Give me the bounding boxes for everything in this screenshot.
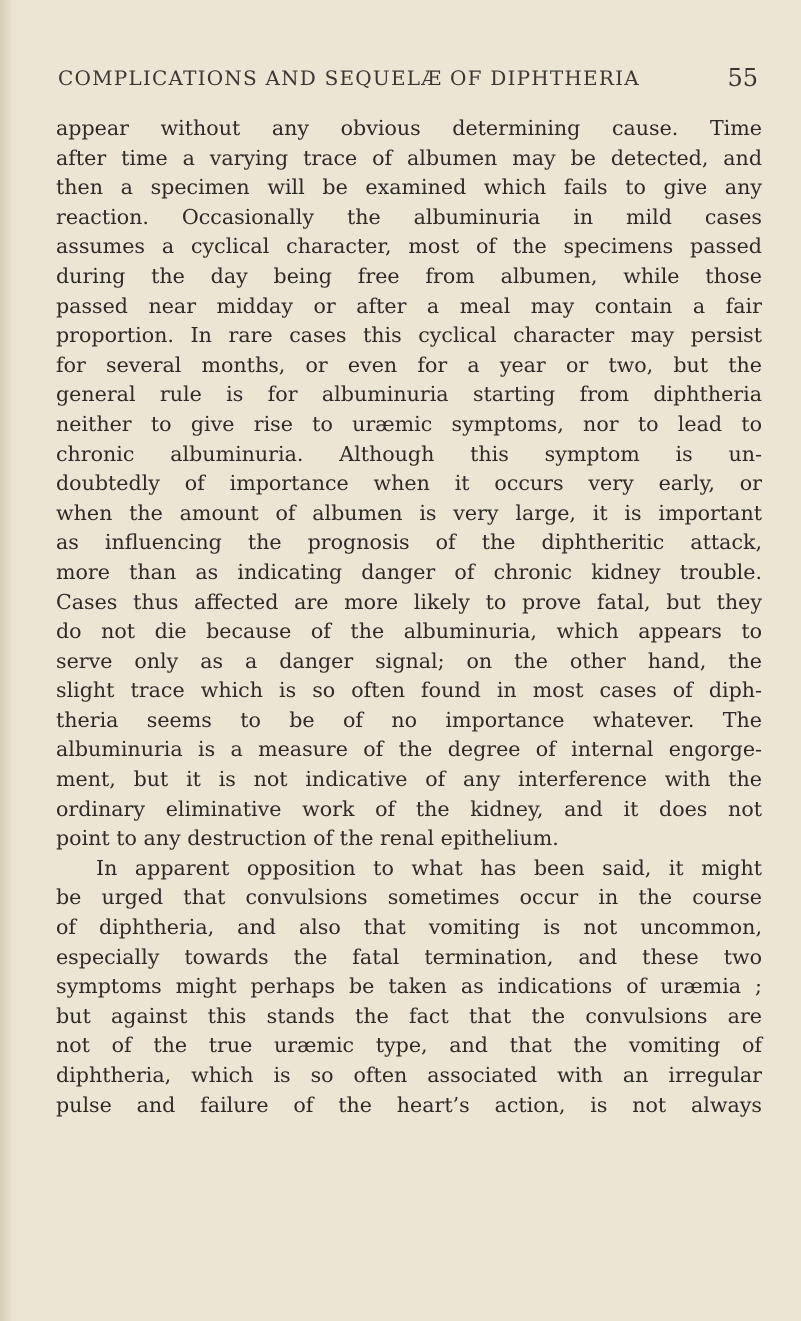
text-line: appear without any obvious determining cause. Time	[56, 116, 762, 140]
text-line: symptoms might perhaps be taken as indications of uræmia ;	[56, 974, 762, 999]
text-line: serve only as a danger signal; on the other hand, the	[56, 648, 762, 673]
text-line: for several months, or even for a year or two, but the	[56, 352, 762, 377]
text-line: doubtedly of importance when it occurs very early, or	[56, 471, 762, 496]
text-line: ordinary eliminative work of the kidney, and it does not	[56, 796, 762, 821]
text-line: In apparent opposition to what has been said, it might	[96, 855, 762, 880]
text-line: proportion. In rare cases this cyclical character may persist	[56, 323, 762, 348]
text-line: when the amount of albumen is very large, it is important	[56, 500, 762, 525]
text-line: point to any destruction of the renal epithelium.	[56, 826, 559, 851]
text-line: be urged that convulsions sometimes occur in the course	[56, 885, 762, 910]
running-head	[58, 61, 758, 95]
text-line: as influencing the prognosis of the diphtheritic attack,	[56, 530, 762, 555]
text-line: more than as indicating danger of chronic kidney trouble.	[56, 559, 762, 584]
text-line: Cases thus affected are more likely to prove fatal, but they	[56, 589, 762, 614]
text-line: albuminuria is a measure of the degree of internal engorge-	[56, 737, 762, 762]
text-line: general rule is for albuminuria starting from diphtheria	[56, 382, 762, 407]
text-line: during the day being free from albumen, while those	[56, 263, 762, 288]
body-text	[56, 114, 762, 1120]
page-gutter-shadow	[0, 0, 14, 1321]
text-line: pulse and failure of the heart’s action, is not always	[56, 1092, 762, 1117]
text-line: theria seems to be of no importance whatever. The	[56, 707, 762, 732]
text-line: then a specimen will be examined which fails to give any	[56, 175, 762, 200]
running-title: COMPLICATIONS AND SEQUELÆ OF DIPHTHERIA	[58, 66, 640, 90]
text-line: after time a varying trace of albumen may be detected, and	[56, 145, 762, 170]
text-line: ment, but it is not indicative of any interference with the	[56, 767, 762, 792]
text-line: do not die because of the albuminuria, which appears to	[56, 619, 762, 644]
page-number: 55	[727, 64, 758, 92]
text-line: but against this stands the fact that the convulsions are	[56, 1003, 762, 1028]
text-line: passed near midday or after a meal may contain a fair	[56, 293, 762, 318]
text-line: not of the true uræmic type, and that the vomiting of	[56, 1033, 762, 1058]
text-line: chronic albuminuria. Although this symptom is un-	[56, 441, 762, 466]
text-line: neither to give rise to uræmic symptoms, nor to lead to	[56, 411, 762, 436]
text-line: assumes a cyclical character, most of the specimens passed	[56, 234, 762, 259]
text-line: diphtheria, which is so often associated with an irregular	[56, 1063, 762, 1087]
text-line: slight trace which is so often found in most cases of diph-	[56, 678, 762, 703]
text-line: reaction. Occasionally the albuminuria in mild cases	[56, 204, 762, 229]
text-line: especially towards the fatal termination, and these two	[56, 944, 762, 969]
text-line: of diphtheria, and also that vomiting is not uncommon,	[56, 915, 762, 940]
